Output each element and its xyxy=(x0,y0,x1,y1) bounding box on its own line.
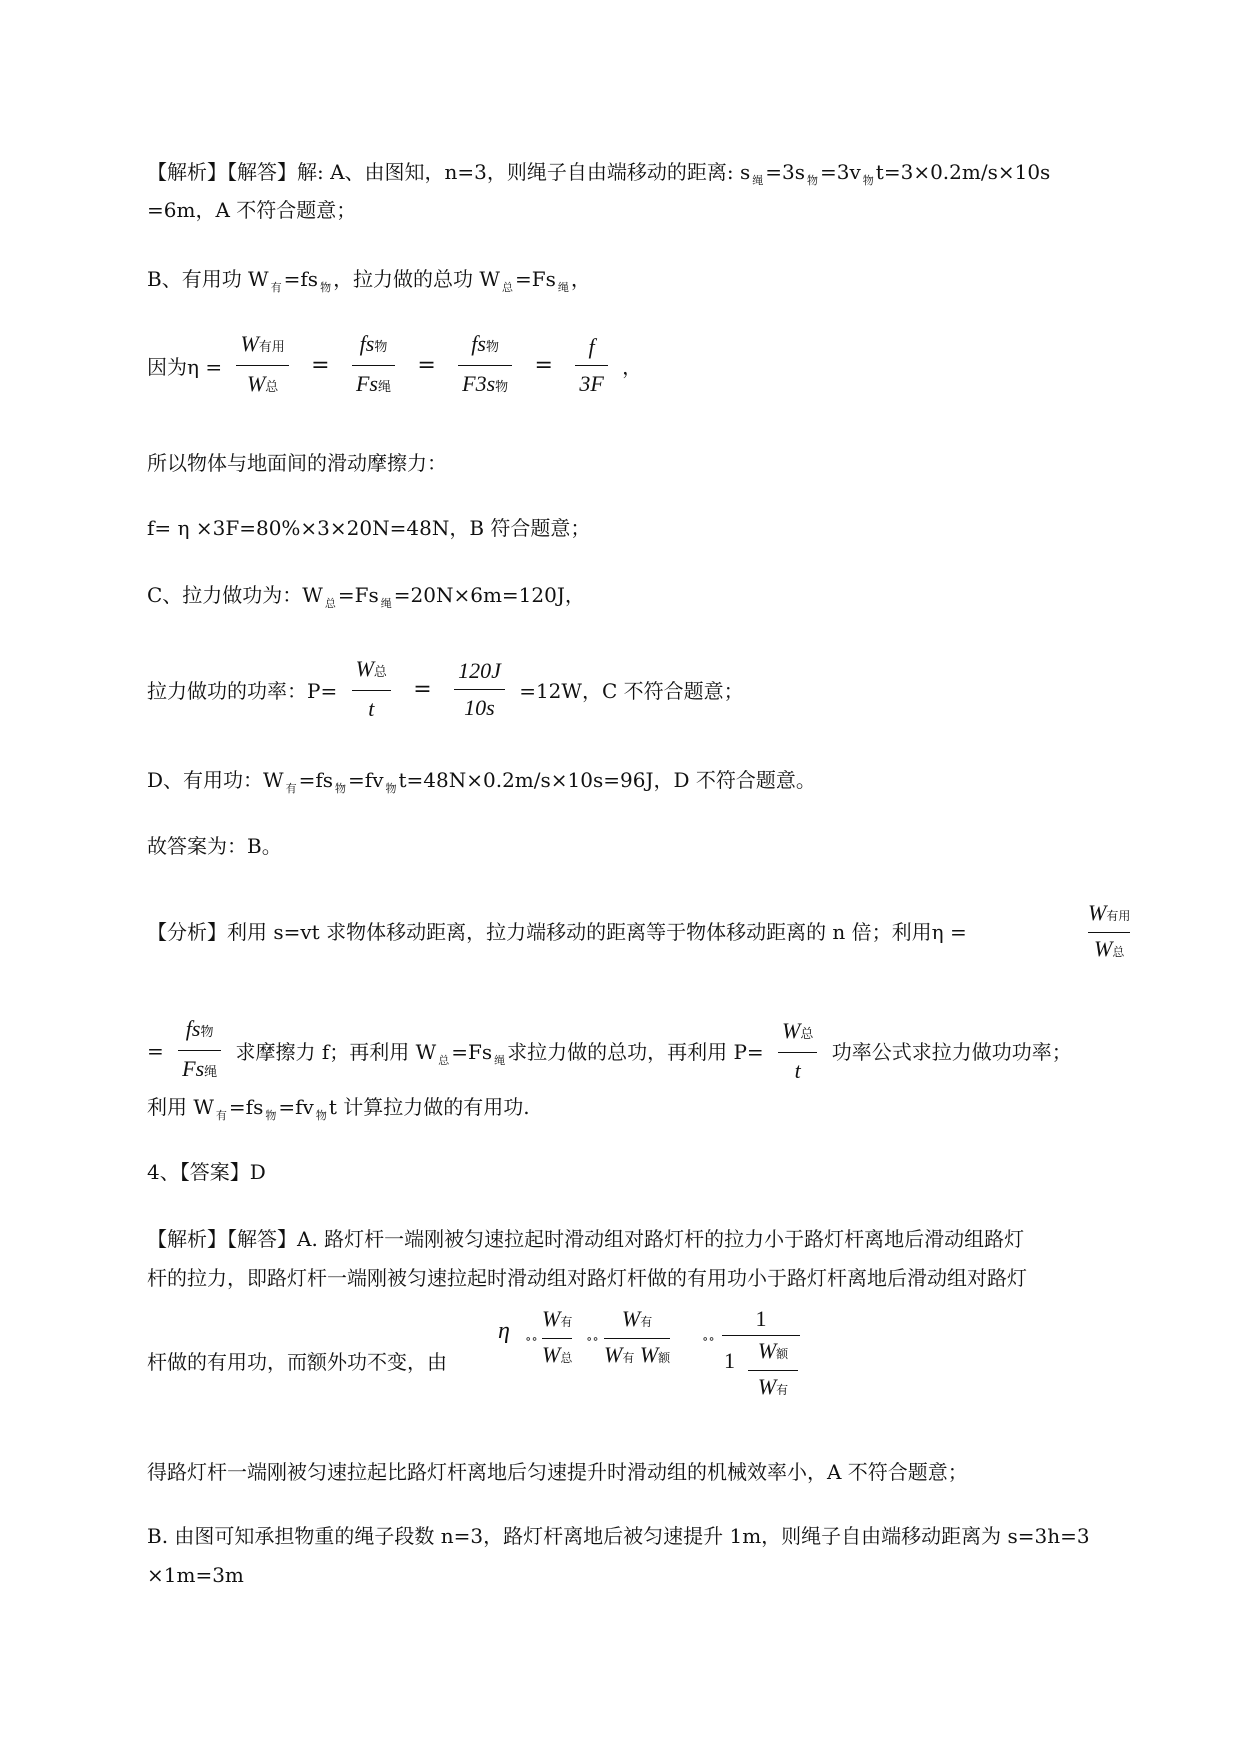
analysis-fraction-3: W总 t xyxy=(778,1017,817,1085)
q4-title xyxy=(147,1158,266,1186)
solution-line-c xyxy=(147,581,585,613)
eta-symbol: η xyxy=(498,1318,510,1344)
text: ×1m=3m xyxy=(147,1563,244,1587)
text: 拉力做功的功率：P= xyxy=(147,678,338,703)
subscript: 绳 xyxy=(752,174,764,187)
text: D、有用功：W xyxy=(147,768,284,792)
text: =6m，A 不符合题意； xyxy=(147,198,357,222)
fraction: fs物 F3s物 xyxy=(458,330,512,401)
analysis-line-3 xyxy=(147,1093,530,1125)
subscript: 绳 xyxy=(557,281,569,294)
subscript: 总 xyxy=(501,281,513,294)
solution-line-2 xyxy=(147,196,356,224)
solution-line-b xyxy=(147,265,591,297)
text: 故答案为：B。 xyxy=(147,834,282,858)
q4-paragraph-2 xyxy=(147,1264,1027,1292)
power-equation xyxy=(147,655,744,723)
text: 4、【答案】D xyxy=(147,1160,266,1184)
fraction: $\frac{120J}{10s}$ xyxy=(454,657,505,722)
q4-paragraph-3 xyxy=(147,1348,447,1376)
text: =Fs xyxy=(337,583,379,607)
text: =Fs xyxy=(514,267,556,291)
equals-glyph: ∘∘ xyxy=(702,1332,715,1347)
efficiency-equation xyxy=(147,330,642,401)
equals-glyph: ∘∘ xyxy=(586,1332,599,1347)
text: C、拉力做功为：W xyxy=(147,583,323,607)
subscript: 有 xyxy=(215,1109,227,1122)
text: =3s xyxy=(765,160,806,184)
text: 因为η = xyxy=(147,355,223,379)
efficiency-fraction-1: W有 W总 xyxy=(542,1306,573,1367)
text: ， xyxy=(570,267,591,291)
text: 功率公式求拉力做功功率； xyxy=(831,1040,1072,1064)
fraction: $\frac{f}{3F}$ xyxy=(575,333,607,398)
text: 得路灯杆一端刚被匀速拉起比路灯杆离地后匀速提升时滑动组的机械效率小，A 不符合题意； xyxy=(147,1460,968,1484)
analysis-fraction-1: W有用 W总 xyxy=(1088,900,1131,961)
text: =fs xyxy=(298,768,334,792)
solution-line-d xyxy=(147,766,816,798)
subscript: 物 xyxy=(335,782,347,795)
text: f= η ×3F=80%×3×20N=48N，B 符合题意； xyxy=(147,516,591,540)
subscript: 有 xyxy=(285,782,297,795)
efficiency-fraction-3: 1 1 W额 W有 xyxy=(722,1306,800,1416)
subscript: 物 xyxy=(385,782,397,795)
text: =fv xyxy=(348,768,384,792)
equals-sign: = xyxy=(534,353,553,378)
fraction: fs物 Fs绳 xyxy=(352,330,395,401)
text: t=3×0.2m/s×10s xyxy=(875,160,1051,184)
solution-line-1 xyxy=(147,158,1050,190)
fraction: W总 t xyxy=(352,655,391,723)
subscript: 有 xyxy=(270,281,282,294)
friction-title xyxy=(147,449,447,477)
analysis-line-1 xyxy=(147,918,967,946)
text: 【解析】【解答】解: A、由图知，n=3，则绳子自由端移动的距离: s xyxy=(147,160,751,184)
subscript: 物 xyxy=(807,174,819,187)
subscript: 物 xyxy=(320,281,332,294)
text: =fs xyxy=(228,1095,264,1119)
text: 杆的拉力，即路灯杆一端刚被匀速拉起时滑动组对路灯杆做的有用功小于路灯杆离地后滑动组对路灯 xyxy=(147,1266,1027,1290)
text: 【分析】利用 s=vt 求物体移动距离，拉力端移动的距离等于物体移动距离的 n 倍；利用η = xyxy=(147,920,967,944)
text: 杆做的有用功，而额外功不变，由 xyxy=(147,1350,447,1374)
equals-sign: = xyxy=(311,353,330,378)
text: =20N×6m=120J， xyxy=(393,583,585,607)
subscript: 绳 xyxy=(380,597,392,610)
subscript: 物 xyxy=(265,1109,277,1122)
equals-sign: = xyxy=(417,353,436,378)
q4-paragraph-6 xyxy=(147,1561,244,1589)
q4-paragraph-4 xyxy=(147,1458,968,1486)
text: 【解析】【解答】A. 路灯杆一端刚被匀速拉起时滑动组对路灯杆的拉力小于路灯杆离地后滑动组路灯 xyxy=(147,1227,1025,1251)
efficiency-fraction-2: W有 W有 W额 xyxy=(604,1306,671,1367)
text: =fs xyxy=(283,267,319,291)
text: t 计算拉力做的有用功. xyxy=(328,1095,530,1119)
text: =3v xyxy=(820,160,861,184)
equals-sign: = xyxy=(147,1038,164,1063)
text: t=48N×0.2m/s×10s=96J，D 不符合题意。 xyxy=(398,768,816,792)
q4-paragraph-5 xyxy=(147,1522,1090,1550)
text: =fv xyxy=(278,1095,314,1119)
equals-sign: = xyxy=(413,676,432,702)
text: =12W，C 不符合题意； xyxy=(519,678,744,703)
text: ， xyxy=(622,355,643,379)
subscript: 物 xyxy=(862,174,874,187)
text: 利用 W xyxy=(147,1095,214,1119)
fraction: W有用 W总 xyxy=(236,330,288,401)
equals-glyph: ∘∘ xyxy=(525,1332,538,1347)
q4-paragraph-1 xyxy=(147,1225,1024,1253)
analysis-line-2 xyxy=(147,1015,1072,1086)
text: 求摩擦力 f；再利用 W $_总$ =Fs $_绳$ 求拉力做的总功，再利用 P= xyxy=(235,1040,764,1067)
text: B. 由图可知承担物重的绳子段数 n=3，路灯杆离地后被匀速提升 1m，则绳子自由端移动距离为 s=3h=3 xyxy=(147,1524,1090,1548)
analysis-fraction-2: fs物 Fs绳 xyxy=(178,1015,221,1086)
text: 所以物体与地面间的滑动摩擦力： xyxy=(147,451,447,475)
text: ，拉力做的总功 W xyxy=(333,267,500,291)
subscript: 物 xyxy=(315,1109,327,1122)
answer-line xyxy=(147,832,282,860)
text: B、有用功 W xyxy=(147,267,269,291)
friction-line xyxy=(147,514,590,542)
subscript: 总 xyxy=(324,597,336,610)
